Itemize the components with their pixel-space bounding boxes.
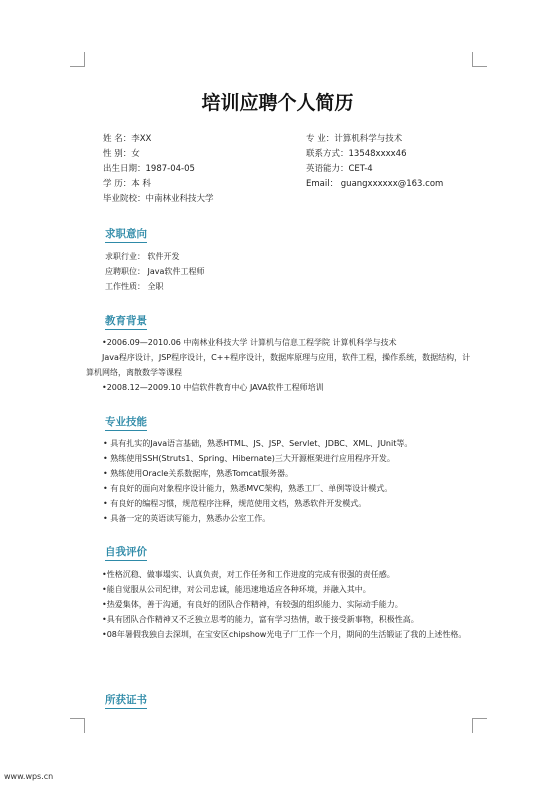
section-heading-skills: 专业技能 [105, 416, 147, 431]
education-period-2: •2008.12—2009.10 中信软件教育中心 JAVA软件工程师培训 [102, 383, 324, 392]
section-heading-job: 求职意向 [105, 228, 147, 243]
skill-item: • 熟练使用Oracle关系数据库，熟悉Tomcat服务器。 [103, 469, 293, 478]
info-contact: 联系方式：13548xxxx46 [306, 149, 407, 159]
skill-item: • 熟练使用SSH(Struts1、Spring、Hibernate)三大开源框架进行应用程序开发。 [103, 454, 395, 463]
section-heading-evaluation: 自我评价 [105, 546, 147, 561]
job-industry: 求职行业： 软件开发 [105, 252, 180, 261]
skill-item: • 有良好的编程习惯，规范程序注释，规范使用文档，熟悉软件开发模式。 [103, 499, 367, 508]
info-gender: 性 别：女 [103, 149, 140, 159]
skill-item: • 有良好的面向对象程序设计能力，熟悉MVC架构，熟悉工厂、单例等设计模式。 [103, 484, 393, 493]
evaluation-item: •具有团队合作精神又不乏独立思考的能力，富有学习热情，敢于接受新事物，积极性高。 [102, 615, 419, 624]
skill-item: • 具备一定的英语读写能力，熟悉办公室工作。 [103, 514, 271, 523]
info-major: 专 业：计算机科学与技术 [306, 134, 403, 144]
info-english: 英语能力：CET-4 [306, 164, 373, 174]
evaluation-item: •能自觉服从公司纪律，对公司忠诚，能迅速地适应各种环境，并融入其中。 [102, 585, 371, 594]
evaluation-item: •08年暑假我独自去深圳，在宝安区chipshow光电子厂工作一个月，期间的生活锻证了我的上述性格。 [102, 630, 467, 639]
education-courses: Java程序设计，JSP程序设计，C++程序设计，数据库原理与应用，软件工程，操作系统，数据结构，计算机网络，离散数学等课程 [86, 353, 471, 377]
footer-watermark: www.wps.cn [4, 772, 54, 781]
job-intent-list [105, 249, 204, 294]
crop-mark-top-left [70, 52, 85, 67]
evaluation-list [86, 567, 476, 642]
job-type: 工作性质： 全职 [105, 282, 164, 291]
personal-info-left [103, 132, 214, 207]
job-position: 应聘职位： Java软件工程师 [105, 267, 205, 276]
info-birthdate: 出生日期：1987-04-05 [103, 164, 195, 174]
education-period-1: •2006.09—2010.06 中南林业科技大学 计算机与信息工程学院 计算机科学与技术 [102, 338, 397, 347]
info-degree: 学 历：本 科 [103, 179, 151, 189]
personal-info-right [306, 132, 443, 192]
section-heading-education: 教育背景 [105, 315, 147, 330]
info-email: Email： guangxxxxxx@163.com [306, 179, 444, 189]
skills-list [103, 436, 412, 526]
crop-mark-top-right [472, 52, 487, 67]
info-school: 毕业院校：中南林业科技大学 [103, 194, 214, 204]
evaluation-item: •性格沉稳、做事塌实、认真负责，对工作任务和工作进度的完成有很强的责任感。 [102, 570, 395, 579]
crop-mark-bottom-right [472, 718, 487, 733]
crop-mark-bottom-left [70, 718, 85, 733]
section-heading-certificates: 所获证书 [105, 694, 147, 709]
page-title: 培训应聘个人简历 [201, 92, 354, 114]
evaluation-item: •热爱集体，善于沟通，有良好的团队合作精神，有较强的组织能力、实际动手能力。 [102, 600, 403, 609]
skill-item: • 具有扎实的Java语言基础，熟悉HTML、JS、JSP、Servlet、JDBC、XML、JUnit等。 [103, 439, 413, 448]
info-name: 姓 名：李XX [103, 134, 152, 144]
